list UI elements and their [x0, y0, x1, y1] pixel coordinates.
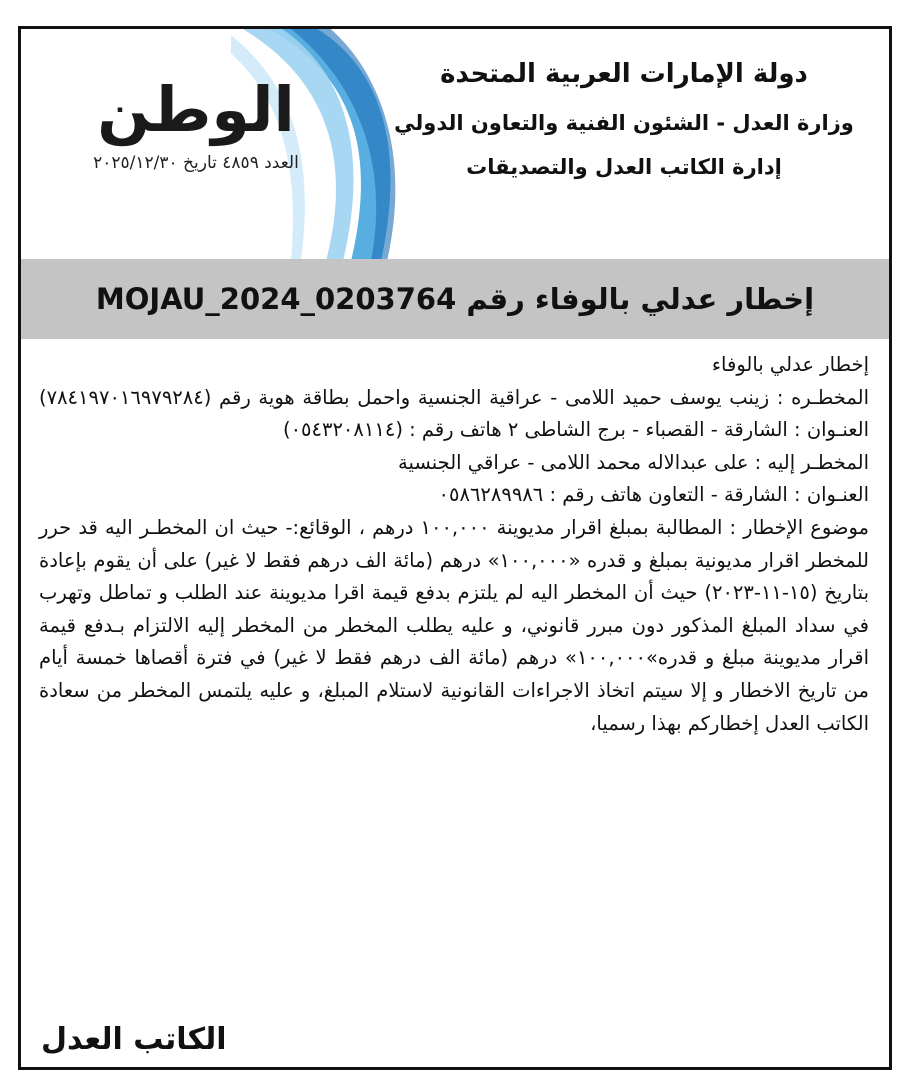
- newspaper-masthead: [41, 73, 351, 173]
- notary-signature: الكاتب العدل: [41, 1022, 227, 1057]
- notice-frame: [18, 26, 892, 1070]
- notice-title-prefix: إخطار عدلي بالوفاء رقم: [466, 282, 815, 316]
- notice-body: [39, 349, 869, 740]
- notified-party: المخطـر إليه : على عبدالاله محمد اللامى - عراقي الجنسية: [398, 450, 869, 474]
- notifier-details: المخطـره : زينب يوسف حميد اللامى - عراقية الجنسية واحمل بطاقة هوية رقم (٧٨٤١٩٧٠١٦٩٧٩٢٨٤) العنـوان : الشارقة - القصباء - برج الشاطى ٢ هاتف رقم : (٠٥٤٣٢٠٨١١٤): [39, 385, 869, 442]
- title-bar: [21, 259, 889, 339]
- notice-header: [21, 29, 889, 261]
- notice-title: [96, 282, 814, 316]
- government-heading: [389, 51, 859, 179]
- notified-address: العنـوان : الشارقة - التعاون هاتف رقم : ٠٥٨٦٢٨٩٩٨٦: [438, 483, 869, 507]
- newspaper-logo: الوطن: [97, 73, 295, 146]
- notice-heading: إخطار عدلي بالوفاء: [711, 353, 869, 376]
- department-name: إدارة الكاتب العدل والتصديقات: [466, 155, 782, 179]
- notice-number: MOJAU_2024_0203764: [95, 282, 457, 316]
- notice-subject-facts: موضوع الإخطار : المطالبة بمبلغ اقرار مديوينة ١٠٠,٠٠٠ درهم ، الوقائع:- حيث ان المخطـر اليه قد حرر للمخطر اقرار مديونية بمبلغ و قدره «١٠٠,٠٠٠» درهم (مائة الف درهم فقط لا غير) على أن يقوم بإعادة بتاريخ (١٥-١١-٢٠٢٣) حيث أن المخطر اليه لم يلتزم بدفع قيمة اقرا مديوينة عند الطلب و تماطل وتهرب في سداد المبلغ المذكور دون مبرر قانوني، و عليه يطلب المخطر من المخطر إليه الالتزام بـدفع قيمة اقرار مديوينة مبلغ و قدره»١٠٠,٠٠٠» درهم (مائة الف درهم فقط لا غير) في فترة أقصاها خمسة أيام من تاريخ الاخطار و إلا سيتم اتخاذ الاجراءات القانونية لاستلام المبلغ، و عليه يلتمس المخطر من سعادة الكاتب العدل إخطاركم بهذا رسميا،: [39, 515, 869, 735]
- country-name: دولة الإمارات العربية المتحدة: [440, 59, 808, 89]
- issue-number-date: العدد ٤٨٥٩ تاريخ ٢٠٢٥/١٢/٣٠: [93, 153, 299, 173]
- ministry-name: وزارة العدل - الشئون الفنية والتعاون الدولي: [394, 111, 854, 135]
